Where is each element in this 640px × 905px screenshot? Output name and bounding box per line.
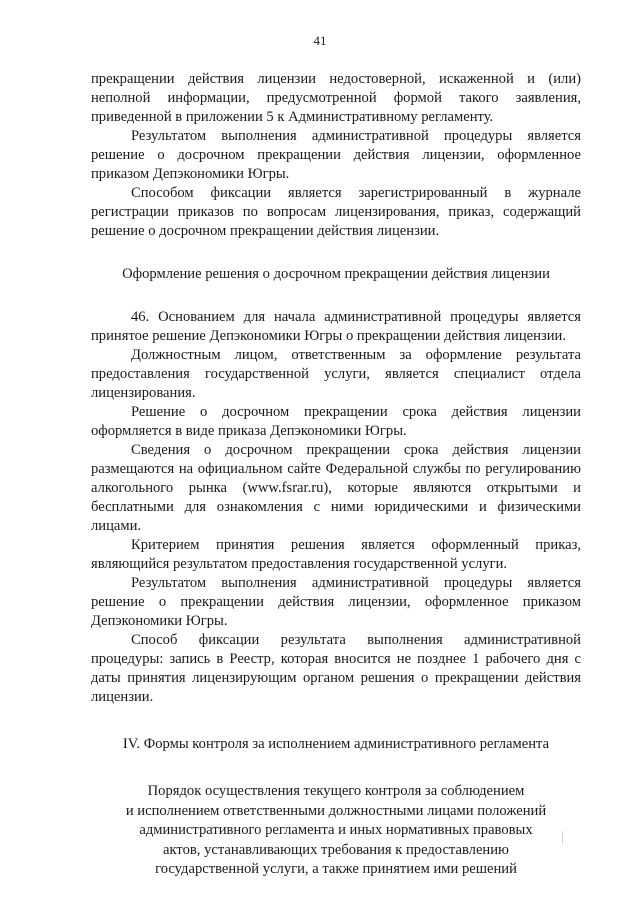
subheading-line: актов, устанавливающих требования к предоставлению <box>163 841 509 858</box>
paragraph-fixation: Способом фиксации является зарегистрированный в журнале регистрации приказов по вопросам лицензирования, приказ, содержащий решение о досрочном прекращении действия лицензии. <box>91 185 581 239</box>
subheading-line: административного регламента и иных нормативных правовых <box>139 822 533 838</box>
paragraph-continuation: прекращении действия лицензии недостоверной, искаженной и (или) неполной информации, предусмотренной формой такого заявления, приведенной в приложении 5 к Административному регламенту. <box>91 71 581 125</box>
paragraph-46: 46. Основанием для начала административной процедуры является принятое решение Депэкономики Югры о прекращении действия лицензии. <box>91 309 581 344</box>
paragraph-criterion: Критерием принятия решения является оформленный приказ, являющийся результатом предоставления государственной услуги. <box>91 537 581 572</box>
paragraph-fixation-method: Способ фиксации результата выполнения административной процедуры: запись в Реестр, которая вносится не позднее 1 рабочего дня с даты принятия лицензирующим органом решения о прекращении действия лицензии. <box>91 632 581 705</box>
subheading-line: государственной услуги, а также принятием ими решений <box>155 861 517 877</box>
procedure-heading: Оформление решения о досрочном прекращении действия лицензии <box>122 266 550 282</box>
paragraph-procedure-result: Результатом выполнения административной процедуры является решение о прекращении действия лицензии, оформленное приказом Депэкономики Югры. <box>91 575 581 629</box>
page-number: 41 <box>313 33 327 48</box>
control-subheading <box>91 782 581 880</box>
subheading-line: и исполнением ответственными должностными лицами положений <box>125 802 547 819</box>
paragraph-responsible: Должностным лицом, ответственным за оформление результата предоставления государственной услуги, является специалист отдела лицензирования. <box>91 347 581 401</box>
paragraph-decision: Решение о досрочном прекращении срока действия лицензии оформляется в виде приказа Депэкономики Югры. <box>91 404 581 439</box>
document-body <box>91 70 581 880</box>
section-iv-heading: IV. Формы контроля за исполнением административного регламента <box>122 736 550 752</box>
scan-mark <box>562 831 563 845</box>
paragraph-result: Результатом выполнения административной процедуры является решение о досрочном прекращении действия лицензии, оформленное приказом Депэкономики Югры. <box>91 128 581 182</box>
subheading-line: Порядок осуществления текущего контроля за соблюдением <box>147 783 525 799</box>
paragraph-publication: Сведения о досрочном прекращении срока действия лицензии размещаются на официальном сайте Федеральной службы по регулированию алкогольного рынка (www.fsrar.ru), которые являются открытыми и бесплатными для ознакомления с ними юридическими и физическими лицами. <box>91 442 581 534</box>
